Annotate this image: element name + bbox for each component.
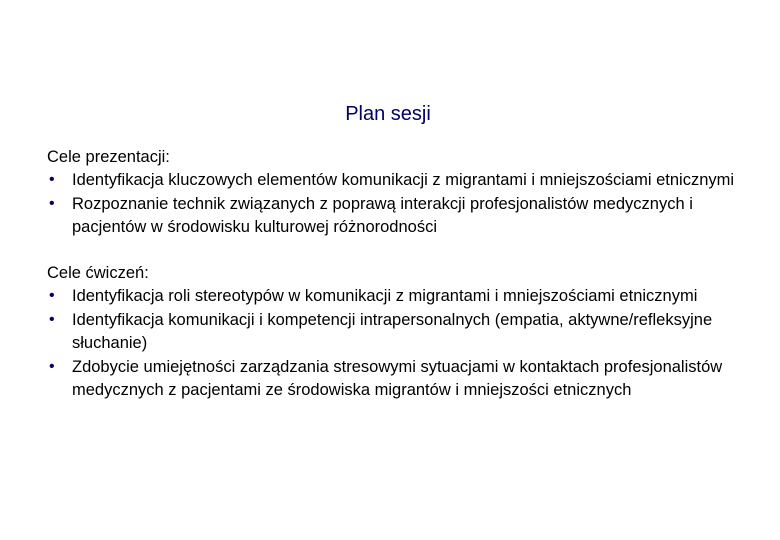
bullet-dot-icon: •: [49, 358, 55, 375]
bullet-list: [47, 285, 757, 402]
bullet-dot-icon: •: [49, 311, 55, 328]
list-item-text: Identyfikacja komunikacji i kompetencji intrapersonalnych (empatia, aktywne/refleksyjne słuchanie): [72, 311, 713, 352]
section-presentation-goals: [47, 146, 757, 238]
list-item: [47, 193, 757, 238]
list-item-text: Zdobycie umiejętności zarządzania stresowymi sytuacjami w kontaktach profesjonalistów medycznych z pacjentami ze środowiska migrantów i mniejszości etnicznych: [72, 358, 723, 399]
section-heading: Cele prezentacji:: [47, 148, 170, 166]
slide-content: [47, 146, 757, 403]
bullet-dot-icon: •: [49, 170, 55, 188]
list-item: [47, 285, 757, 308]
bullet-dot-icon: •: [49, 286, 55, 304]
bullet-dot-icon: •: [49, 195, 55, 212]
list-item-text: Rozpoznanie technik związanych z poprawą interakcji profesjonalistów medycznych i pacjentów w środowisku kulturowej różnorodności: [72, 195, 693, 236]
list-item: [47, 169, 757, 192]
list-item: [47, 309, 757, 354]
list-item: [47, 356, 757, 401]
bullet-list: [47, 169, 757, 239]
slide-title: Plan sesji: [345, 103, 431, 125]
list-item-text: Identyfikacja kluczowych elementów komunikacji z migrantami i mniejszościami etnicznymi: [72, 170, 735, 189]
section-heading: Cele ćwiczeń:: [47, 264, 149, 282]
section-exercise-goals: [47, 262, 757, 401]
list-item-text: Identyfikacja roli stereotypów w komunikacji z migrantami i mniejszościami etnicznymi: [72, 286, 698, 305]
